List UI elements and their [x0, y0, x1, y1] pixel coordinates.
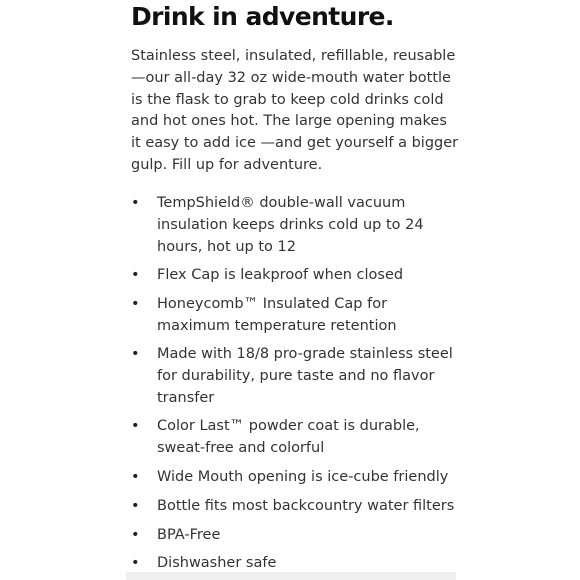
feature-line: Honeycomb™ Insulated Cap for [157, 296, 388, 312]
feature-text [157, 496, 467, 518]
bullet-icon: • [131, 296, 140, 312]
feature-line: Dishwasher safe [157, 555, 277, 571]
bullet-icon: • [131, 346, 140, 362]
feature-line: TempShield® double-wall vacuum [157, 195, 406, 211]
feature-text [157, 467, 467, 489]
feature-text [157, 193, 467, 258]
bullet-icon: • [131, 498, 140, 514]
feature-line: BPA-Free [157, 527, 221, 543]
intro-line: gulp. Fill up for adventure. [131, 156, 323, 173]
feature-line: maximum temperature retention [157, 317, 397, 334]
page-title: Drink in adventure. [131, 2, 394, 31]
intro-line: it easy to add ice —and get yourself a bigger [131, 135, 459, 152]
feature-line: sweat-free and colorful [157, 439, 325, 456]
intro-line: Stainless steel, insulated, refillable, reusable [131, 48, 456, 64]
bullet-icon: • [131, 418, 140, 434]
feature-line: Color Last™ powder coat is durable, [157, 418, 420, 434]
feature-line: Wide Mouth opening is ice-cube friendly [157, 469, 449, 485]
feature-text [157, 344, 467, 409]
bullet-icon: • [131, 195, 140, 211]
feature-line: Made with 18/8 pro-grade stainless steel [157, 346, 453, 362]
feature-line: insulation keeps drinks cold up to 24 [157, 216, 424, 233]
feature-text [157, 265, 467, 287]
bullet-icon: • [131, 527, 140, 543]
bottom-edge-shade [126, 572, 456, 580]
intro-line: —our all-day 32 oz wide-mouth water bottle [131, 69, 451, 86]
intro-paragraph [131, 46, 461, 177]
feature-text [157, 294, 467, 338]
bullet-icon: • [131, 555, 140, 571]
feature-line: Bottle fits most backcountry water filters [157, 498, 455, 514]
feature-line: hours, hot up to 12 [157, 238, 296, 255]
intro-line: and hot ones hot. The large opening makes [131, 113, 447, 130]
feature-line: Flex Cap is leakproof when closed [157, 267, 404, 283]
feature-text [157, 525, 467, 547]
intro-line: is the flask to grab to keep cold drinks cold [131, 91, 444, 108]
feature-line: transfer [157, 389, 215, 406]
bullet-icon: • [131, 469, 140, 485]
feature-line: for durability, pure taste and no flavor [157, 367, 435, 384]
feature-text [157, 416, 467, 460]
bullet-icon: • [131, 267, 140, 283]
